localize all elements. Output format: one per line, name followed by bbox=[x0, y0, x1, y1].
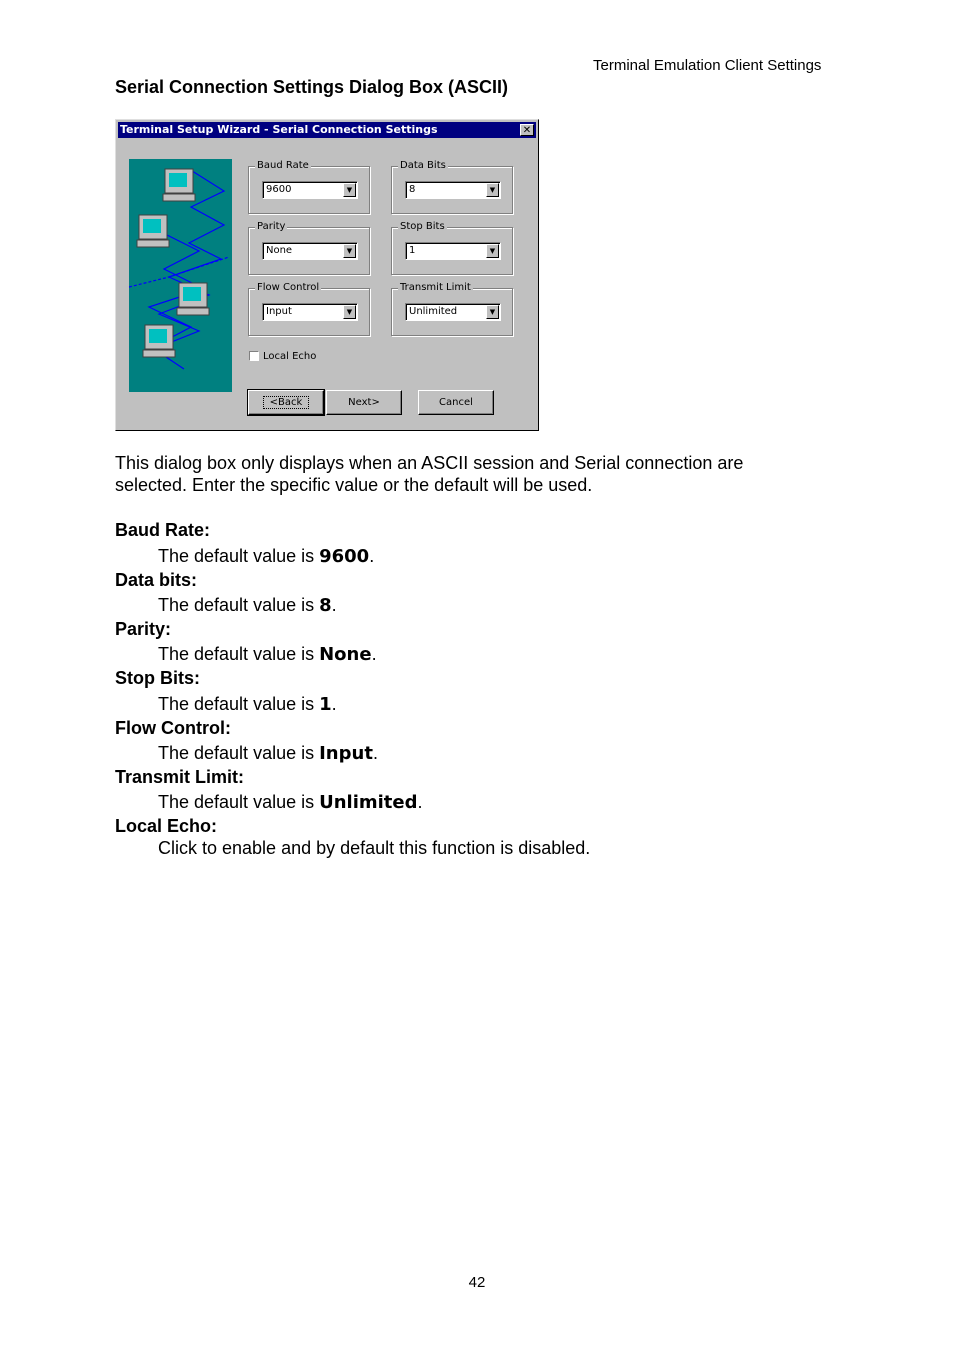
default-value: Input bbox=[319, 743, 373, 764]
chevron-down-icon[interactable]: ▼ bbox=[486, 183, 499, 197]
description-prefix: The default value is bbox=[158, 792, 320, 812]
transmit-limit-description bbox=[158, 791, 423, 814]
cancel-button[interactable]: Cancel bbox=[418, 390, 494, 415]
flow-control-value: Input bbox=[266, 306, 292, 317]
parity-group bbox=[248, 221, 370, 275]
computer-icon bbox=[163, 169, 195, 201]
data-bits-description bbox=[158, 594, 337, 617]
network-illustration bbox=[129, 159, 232, 392]
description-suffix: . bbox=[372, 743, 378, 763]
computer-icon bbox=[143, 325, 175, 357]
stop-bits-heading: Stop Bits: bbox=[115, 668, 200, 688]
description-suffix: . bbox=[331, 694, 337, 714]
default-value: 9600 bbox=[319, 546, 370, 567]
flow-control-select[interactable] bbox=[262, 303, 358, 321]
flow-control-description bbox=[158, 742, 378, 765]
flow-control-group bbox=[248, 282, 370, 336]
transmit-limit-heading: Transmit Limit: bbox=[115, 767, 245, 787]
stop-bits-description bbox=[158, 693, 337, 716]
local-echo-heading: Local Echo: bbox=[115, 816, 218, 836]
description-prefix: The default value is bbox=[158, 694, 320, 714]
data-bits-value: 8 bbox=[409, 184, 416, 195]
default-value: 8 bbox=[319, 595, 332, 616]
page-number: 42 bbox=[468, 1274, 486, 1291]
section-title: Serial Connection Settings Dialog Box (ASCII) bbox=[115, 77, 509, 97]
transmit-limit-label: Transmit Limit bbox=[400, 282, 471, 293]
chevron-down-icon[interactable]: ▼ bbox=[343, 183, 356, 197]
local-echo-label[interactable]: Local Echo bbox=[263, 351, 317, 362]
parity-heading: Parity: bbox=[115, 619, 172, 639]
stop-bits-label: Stop Bits bbox=[400, 221, 445, 232]
chevron-down-icon[interactable]: ▼ bbox=[343, 244, 356, 258]
baud-rate-label: Baud Rate bbox=[257, 160, 309, 171]
computer-icon bbox=[137, 215, 169, 247]
baud-rate-select[interactable] bbox=[262, 181, 358, 199]
baud-rate-heading: Baud Rate: bbox=[115, 520, 211, 540]
description-prefix: The default value is bbox=[158, 546, 320, 566]
data-bits-label: Data Bits bbox=[400, 160, 446, 171]
computer-icon bbox=[177, 283, 209, 315]
dialog-title: Terminal Setup Wizard - Serial Connection Settings bbox=[120, 123, 438, 136]
local-echo-description: Click to enable and by default this function is disabled. bbox=[158, 838, 591, 858]
description-suffix: . bbox=[331, 595, 337, 615]
baud-rate-description bbox=[158, 545, 374, 568]
serial-connection-dialog bbox=[115, 119, 539, 431]
back-button-label: <Back bbox=[263, 396, 310, 409]
flow-control-label: Flow Control bbox=[257, 282, 320, 293]
chevron-down-icon[interactable]: ▼ bbox=[486, 305, 499, 319]
data-bits-heading: Data bits: bbox=[115, 570, 198, 590]
parity-label: Parity bbox=[257, 221, 286, 232]
baud-rate-group bbox=[248, 160, 370, 214]
transmit-limit-select[interactable] bbox=[405, 303, 501, 321]
close-icon[interactable]: ✕ bbox=[520, 124, 534, 136]
parity-select[interactable] bbox=[262, 242, 358, 260]
stop-bits-select[interactable] bbox=[405, 242, 501, 260]
baud-rate-value: 9600 bbox=[266, 184, 292, 195]
back-button[interactable] bbox=[248, 390, 324, 415]
default-value: Unlimited bbox=[319, 792, 418, 813]
description-prefix: The default value is bbox=[158, 595, 320, 615]
transmit-limit-group bbox=[391, 282, 513, 336]
description-suffix: . bbox=[417, 792, 423, 812]
running-header: Terminal Emulation Client Settings bbox=[593, 57, 822, 74]
default-value: 1 bbox=[319, 694, 332, 715]
next-button[interactable]: Next> bbox=[326, 390, 402, 415]
intro-paragraph: This dialog box only displays when an ASCII session and Serial connection are selected. Enter the specific value or the default will be used. bbox=[115, 453, 744, 495]
stop-bits-group bbox=[391, 221, 513, 275]
data-bits-select[interactable] bbox=[405, 181, 501, 199]
stop-bits-value: 1 bbox=[409, 245, 416, 256]
transmit-limit-value: Unlimited bbox=[409, 306, 458, 317]
local-echo-checkbox[interactable] bbox=[249, 351, 259, 361]
chevron-down-icon[interactable]: ▼ bbox=[486, 244, 499, 258]
dialog-titlebar bbox=[118, 122, 536, 138]
description-prefix: The default value is bbox=[158, 644, 320, 664]
default-value: None bbox=[319, 644, 372, 665]
description-suffix: . bbox=[371, 644, 377, 664]
description-suffix: . bbox=[369, 546, 375, 566]
parity-value: None bbox=[266, 245, 293, 256]
parity-description bbox=[158, 643, 377, 666]
chevron-down-icon[interactable]: ▼ bbox=[343, 305, 356, 319]
flow-control-heading: Flow Control: bbox=[115, 718, 231, 738]
data-bits-group bbox=[391, 160, 513, 214]
description-prefix: The default value is bbox=[158, 743, 320, 763]
